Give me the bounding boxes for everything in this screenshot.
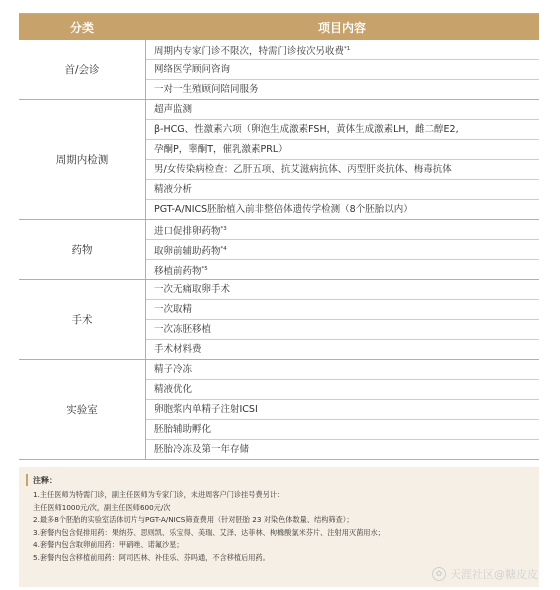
item-text: 移植前药物 bbox=[154, 266, 202, 277]
table-row bbox=[146, 40, 539, 60]
note-line: 3.套餐内包含促排用药：果纳芬、思则凯、乐宝得、美瑞、艾泽、达菲林、枸橼酸氯米芬片、注射用灭菌用水； bbox=[33, 527, 385, 537]
item-text: 进口促排卵药物 bbox=[154, 226, 221, 237]
table-group bbox=[19, 220, 539, 280]
item-text: 取卵前辅助药物 bbox=[154, 246, 221, 257]
footnote-marker: *1 bbox=[344, 46, 351, 52]
table-row bbox=[146, 180, 539, 200]
table-row bbox=[146, 340, 539, 359]
table-row bbox=[146, 140, 539, 160]
table-row bbox=[146, 360, 539, 380]
item-list bbox=[146, 220, 539, 279]
table-row bbox=[146, 60, 539, 80]
item-text: 周期内专家门诊不限次，特需门诊按次另收费 bbox=[154, 46, 345, 57]
item-text: 一次取精 bbox=[154, 304, 193, 315]
note-line: 5.套餐内包含移植前用药：阿司匹林、补佳乐、芬吗通，不含移植后用药。 bbox=[33, 552, 270, 562]
category-cell: 首/会诊 bbox=[19, 40, 146, 99]
item-list bbox=[146, 280, 539, 359]
item-text: 精子冷冻 bbox=[154, 364, 193, 375]
item-text: 精液优化 bbox=[154, 384, 193, 395]
tianya-logo-icon: ✿ bbox=[432, 567, 446, 581]
item-text: 卵胞浆内单精子注射ICSI bbox=[154, 404, 258, 415]
footnote-marker: *5 bbox=[201, 266, 208, 272]
table-row bbox=[146, 260, 539, 279]
item-text: 一次冻胚移植 bbox=[154, 324, 212, 335]
item-list bbox=[146, 40, 539, 99]
item-text: 精液分析 bbox=[154, 184, 193, 195]
item-text: β-HCG、性激素六项（卵泡生成激素FSH，黄体生成激素LH，雌二醇E2, bbox=[154, 124, 459, 135]
note-line: 主任医师1000元/次，副主任医师600元/次 bbox=[33, 502, 171, 512]
table-row bbox=[146, 320, 539, 340]
table-row bbox=[146, 440, 539, 459]
category-cell: 手术 bbox=[19, 280, 146, 359]
item-list bbox=[146, 100, 539, 219]
table-row bbox=[146, 380, 539, 400]
item-text: 胚胎辅助孵化 bbox=[154, 424, 212, 435]
item-text: 男/女传染病检查：乙肝五项、抗艾滋病抗体、丙型肝炎抗体、梅毒抗体 bbox=[154, 164, 452, 175]
table-row bbox=[146, 160, 539, 180]
table-group bbox=[19, 40, 539, 100]
header-category: 分类 bbox=[69, 20, 94, 35]
table-group bbox=[19, 280, 539, 360]
table-row bbox=[146, 280, 539, 300]
note-line: 4.套餐内包含取卵前用药：甲硝唑、诺氟沙星； bbox=[33, 540, 184, 550]
table-row bbox=[146, 200, 539, 219]
footnote-marker: *4 bbox=[220, 246, 227, 252]
item-text: 一对一生殖顾问陪同服务 bbox=[154, 84, 259, 95]
table-row bbox=[146, 420, 539, 440]
item-text: 超声监测 bbox=[154, 104, 193, 115]
note-line: 1.主任医师为特需门诊，副主任医师为专家门诊，未进周客户门诊挂号费另计： bbox=[33, 490, 285, 499]
watermark-text: 天涯社区@糖皮皮 bbox=[450, 568, 538, 581]
item-text: 孕酮P，睾酮T，催乳激素PRL） bbox=[154, 144, 288, 155]
table-row bbox=[146, 400, 539, 420]
table-row bbox=[146, 300, 539, 320]
notes-title: 注释： bbox=[33, 475, 57, 485]
footnote-marker: *3 bbox=[220, 226, 227, 232]
notes-accent-bar bbox=[26, 474, 28, 486]
table-row bbox=[146, 240, 539, 260]
item-text: 手术材料费 bbox=[154, 344, 202, 355]
item-text: PGT-A/NICS胚胎植入前非整倍体遗传学检测（8个胚胎以内） bbox=[154, 204, 413, 215]
note-line: 2.最多8个胚胎的实验室活体切片与PGT-A/NICS筛查费用（针对胚胎 23 对染色体数量、结构筛查）； bbox=[33, 515, 354, 525]
item-text: 胚胎冷冻及第一年存储 bbox=[154, 444, 250, 455]
table-body bbox=[19, 40, 539, 460]
item-list bbox=[146, 360, 539, 459]
item-text: 网络医学顾问咨询 bbox=[154, 64, 231, 75]
table-group bbox=[19, 100, 539, 220]
header-content: 项目内容 bbox=[317, 20, 366, 35]
table-row bbox=[146, 220, 539, 240]
category-cell: 药物 bbox=[19, 220, 146, 279]
table-row bbox=[146, 120, 539, 140]
table-header bbox=[19, 14, 539, 40]
table-row bbox=[146, 100, 539, 120]
category-cell: 实验室 bbox=[19, 360, 146, 459]
notes-header bbox=[26, 474, 57, 486]
table-group bbox=[19, 360, 539, 460]
notes-list bbox=[33, 489, 385, 565]
category-cell: 周期内检测 bbox=[19, 100, 146, 219]
package-table bbox=[19, 13, 539, 460]
table-row bbox=[146, 80, 539, 99]
watermark bbox=[432, 566, 538, 582]
item-text: 一次无痛取卵手术 bbox=[154, 284, 231, 295]
